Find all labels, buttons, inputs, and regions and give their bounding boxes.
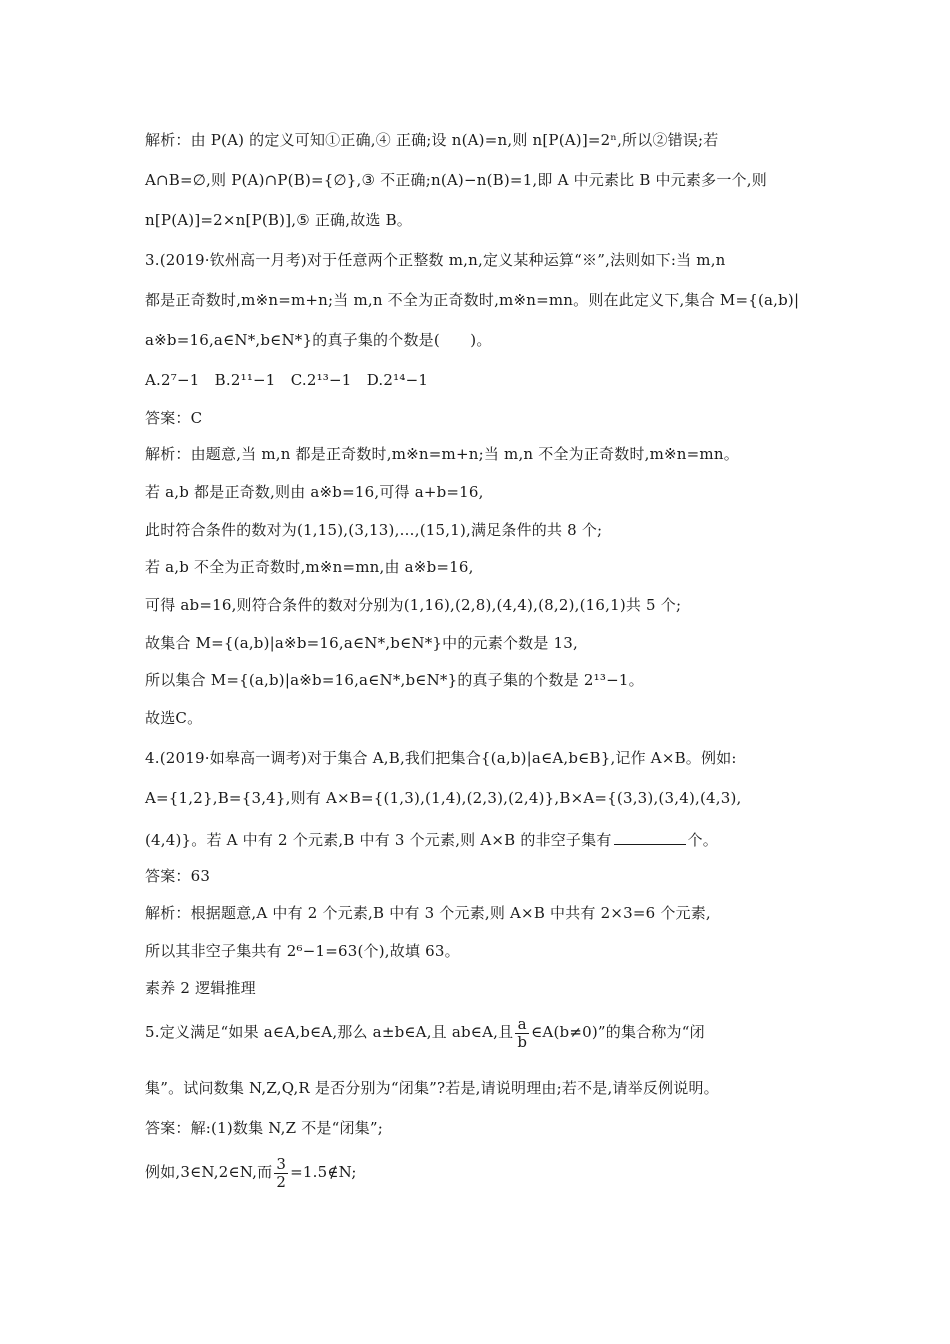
analysis-4-line-2: 所以其非空子集共有 2⁶−1=63(个),故填 63。 bbox=[145, 942, 460, 960]
fraction-numerator: a bbox=[515, 1016, 529, 1034]
question-3-line-3: a※b=16,a∈N*,b∈N*}的真子集的个数是( )。 bbox=[145, 331, 492, 349]
analysis-3-line-3: 此时符合条件的数对为(1,15),(3,13),…,(15,1),满足条件的共 8 个; bbox=[145, 521, 603, 539]
question-3-line-1: 3.(2019·钦州高一月考)对于任意两个正整数 m,n,定义某种运算“※”,法则如下:当 m,n bbox=[145, 251, 726, 269]
answer-5-text-end: =1.5∉N; bbox=[290, 1163, 357, 1181]
analysis-3-line-8: 故选C。 bbox=[145, 709, 203, 727]
question-4-text-end: 个。 bbox=[687, 831, 718, 849]
fraction-3-over-2 bbox=[274, 1156, 288, 1191]
question-3-options: A.2⁷−1 B.2¹¹−1 C.2¹³−1 D.2¹⁴−1 bbox=[145, 371, 429, 389]
answer-5-text: 例如,3∈N,2∈N,而 bbox=[145, 1163, 273, 1181]
analysis-2-line-3: n[P(A)]=2×n[P(B)],⑤ 正确,故选 B。 bbox=[145, 211, 413, 229]
question-4-text: (4,4)}。若 A 中有 2 个元素,B 中有 3 个元素,则 A×B 的非空子集有 bbox=[145, 831, 612, 849]
section-heading: 素养 2 逻辑推理 bbox=[145, 979, 256, 997]
answer-5-line-2 bbox=[145, 1150, 825, 1194]
question-5-text-end: ∈A(b≠0)”的集合称为“闭 bbox=[531, 1023, 705, 1041]
question-5-line-1 bbox=[145, 1010, 825, 1054]
analysis-3-line-1: 解析：由题意,当 m,n 都是正奇数时,m※n=m+n;当 m,n 不全为正奇数时,m※n=mn。 bbox=[145, 445, 739, 463]
analysis-4-line-1: 解析：根据题意,A 中有 2 个元素,B 中有 3 个元素,则 A×B 中共有 2×3=6 个元素, bbox=[145, 904, 711, 922]
analysis-3-line-7: 所以集合 M={(a,b)|a※b=16,a∈N*,b∈N*}的真子集的个数是 2¹³−1。 bbox=[145, 671, 644, 689]
analysis-2-line-2: A∩B=∅,则 P(A)∩P(B)={∅},③ 不正确;n(A)−n(B)=1,即 A 中元素比 B 中元素多一个,则 bbox=[145, 171, 767, 189]
analysis-2-line-1: 解析：由 P(A) 的定义可知①正确,④ 正确;设 n(A)=n,则 n[P(A)]=2ⁿ,所以②错误;若 bbox=[145, 131, 719, 149]
question-5-text: 5.定义满足“如果 a∈A,b∈A,那么 a±b∈A,且 ab∈A,且 bbox=[145, 1023, 514, 1041]
question-4-line-3 bbox=[145, 828, 825, 850]
analysis-3-line-4: 若 a,b 不全为正奇数时,m※n=mn,由 a※b=16, bbox=[145, 558, 474, 576]
answer-5-line-1: 答案：解:(1)数集 N,Z 不是“闭集”; bbox=[145, 1119, 383, 1137]
question-5-line-2: 集”。试问数集 N,Z,Q,R 是否分别为“闭集”?若是,请说明理由;若不是,请举反例说明。 bbox=[145, 1079, 719, 1097]
analysis-3-line-5: 可得 ab=16,则符合条件的数对分别为(1,16),(2,8),(4,4),(8,2),(16,1)共 5 个; bbox=[145, 596, 682, 614]
analysis-3-line-6: 故集合 M={(a,b)|a※b=16,a∈N*,b∈N*}中的元素个数是 13, bbox=[145, 634, 578, 652]
answer-4: 答案：63 bbox=[145, 867, 211, 885]
fraction-numerator: 3 bbox=[276, 1154, 287, 1173]
answer-blank bbox=[614, 828, 686, 845]
question-4-line-2: A={1,2},B={3,4},则有 A×B={(1,3),(1,4),(2,3),(2,4)},B×A={(3,3),(3,4),(4,3), bbox=[145, 789, 742, 807]
fraction-denominator: b bbox=[517, 1032, 528, 1051]
question-3-line-2: 都是正奇数时,m※n=m+n;当 m,n 不全为正奇数时,m※n=mn。则在此定义下,集合 M={(a,b)| bbox=[145, 291, 800, 309]
fraction-a-over-b bbox=[515, 1016, 529, 1051]
answer-3: 答案：C bbox=[145, 409, 203, 427]
analysis-3-line-2: 若 a,b 都是正奇数,则由 a※b=16,可得 a+b=16, bbox=[145, 483, 484, 501]
question-4-line-1: 4.(2019·如皋高一调考)对于集合 A,B,我们把集合{(a,b)|a∈A,b∈B},记作 A×B。例如: bbox=[145, 749, 737, 767]
fraction-denominator: 2 bbox=[276, 1172, 287, 1191]
